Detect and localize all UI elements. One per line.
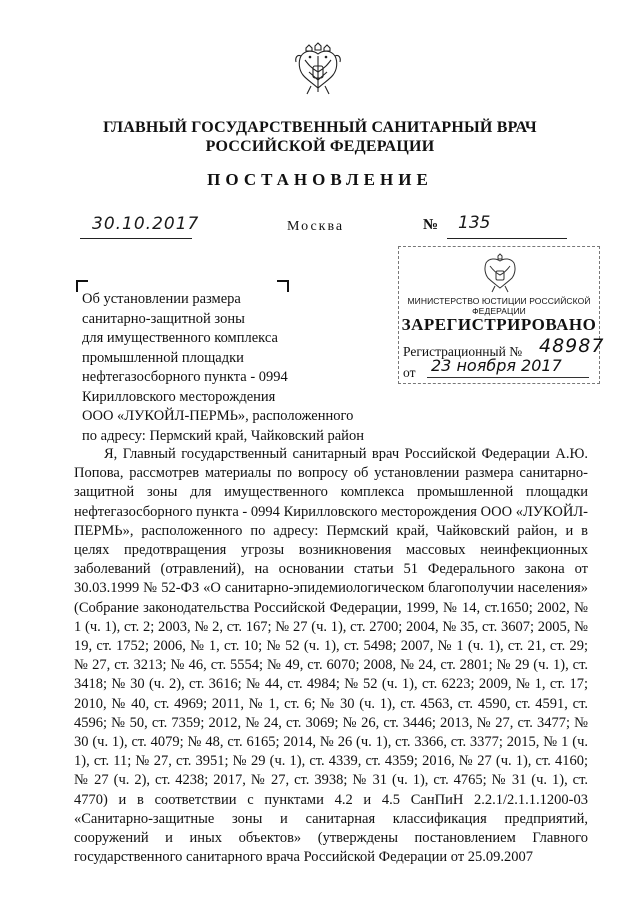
authority-line-2: РОССИЙСКОЙ ФЕДЕРАЦИИ bbox=[205, 138, 435, 155]
coat-of-arms-icon bbox=[293, 42, 343, 98]
document-date: 30.10.2017 bbox=[92, 214, 200, 234]
number-sign: № bbox=[423, 217, 439, 233]
document-type: ПОСТАНОВЛЕНИЕ bbox=[207, 170, 433, 189]
stamp-ministry-name: МИНИСТЕРСТВО ЮСТИЦИИ РОССИЙСКОЙ ФЕДЕРАЦИИ bbox=[407, 296, 591, 316]
document-subject bbox=[82, 290, 402, 446]
stamp-registration-date: 23 ноября 2017 bbox=[431, 356, 562, 375]
subject-line: ООО «ЛУКОЙЛ-ПЕРМЬ», расположенного bbox=[82, 408, 354, 424]
stamp-date-label: от bbox=[403, 365, 416, 380]
subject-line: Кирилловского месторождения bbox=[82, 388, 276, 405]
stamp-date-underline bbox=[427, 377, 589, 378]
stamp-registered-label: ЗАРЕГИСТРИРОВАНО bbox=[401, 315, 597, 334]
stamp-number-label: Регистрационный № bbox=[403, 344, 523, 359]
document-number: 135 bbox=[458, 213, 491, 233]
subject-line: Об установлении размера bbox=[82, 291, 241, 307]
subject-line: по адресу: Пермский край, Чайковский район bbox=[82, 427, 364, 444]
body-paragraph: Я, Главный государственный санитарный врач Российской Федерации А.Ю. Попова, рассмотрев материалы по вопросу об установлении размера санитарно-защитной зоны для имущественного комплекса промышленной площадки нефтегазосборного пункта - 0994 Кирилловского месторождения ООО «ЛУКОЙЛ-ПЕРМЬ», расположенного по адресу: Пермский край, Чайковский район, и в целях предотвращения угрозы возникновения массовых неинфекционных заболеваний (отравлений), на основании статьи 51 Федерального закона от 30.03.1999 № 52-ФЗ «О санитарно-эпидемиологическом благополучии населения» (Собрание законодательства Российской Федерации, 1999, № 14, ст.1650; 2002, № 1 (ч. 1), ст. 2; 2003, № 2, ст. 167; № 27 (ч. 1), ст. 2700; 2004, № 35, ст. 3607; 2005, № 19, ст. 1752; 2006, № 1, ст. 10; № 52 (ч. 1), ст. 5498; 2007, № 1 (ч. 1), ст. 21, ст. 29; № 27, ст. 3213; № 46, ст. 5554; № 49, ст. 6070; 2008, № 24, ст. 2801; № 29 (ч. 1), ст. 3418; № 30 (ч. 2), ст. 3616; № 44, ст. 4984; № 52 (ч. 1), ст. 6223; 2009, № 1, ст. 17; 2010, № 40, ст. 4969; 2011, № 1, ст. 6; № 30 (ч. 1), ст. 4563, ст. 4590, ст. 4591, ст. 4596; № 50, ст. 7359; 2012, № 24, ст. 3069; № 26, ст. 3446; 2013, № 27, ст. 3477; № 30 (ч. 1), ст. 4079; № 48, ст. 6165; 2014, № 26 (ч. 1), ст. 3366, ст. 3377; 2015, № 1 (ч. 1), ст. 11; № 27, ст. 3951; № 29 (ч. 1), ст. 4339, ст. 4359; 2016, № 27 (ч. 1), ст. 4160; № 27 (ч. 2), ст. 4238; 2017, № 27, ст. 3938; № 31 (ч. 1), ст. 4765; № 31 (ч. 1), ст. 4770) и в соответствии с пунктами 4.2 и 4.5 СанПиН 2.2.1/2.1.1.1200-03 «Санитарно-защитные зоны и санитарная классификация предприятий, сооружений и иных объектов» (утверждены постановлением Главного государственного санитарного врача Российской Федерации от 25.09.2007 bbox=[74, 446, 588, 866]
registration-stamp bbox=[398, 246, 605, 384]
stamp-emblem-icon bbox=[480, 253, 520, 293]
issuing-authority bbox=[60, 118, 580, 156]
stamp-registration-number: 48987 bbox=[539, 335, 605, 357]
subject-line: санитарно-защитной зоны bbox=[82, 310, 245, 327]
city: Москва bbox=[287, 219, 345, 234]
subject-line: для имущественного комплекса bbox=[82, 330, 278, 346]
subject-line: нефтегазосборного пункта - 0994 bbox=[82, 369, 288, 385]
subject-line: промышленной площадки bbox=[82, 349, 244, 366]
body-text bbox=[74, 445, 588, 867]
authority-line-1: ГЛАВНЫЙ ГОСУДАРСТВЕННЫЙ САНИТАРНЫЙ ВРАЧ bbox=[103, 119, 537, 136]
